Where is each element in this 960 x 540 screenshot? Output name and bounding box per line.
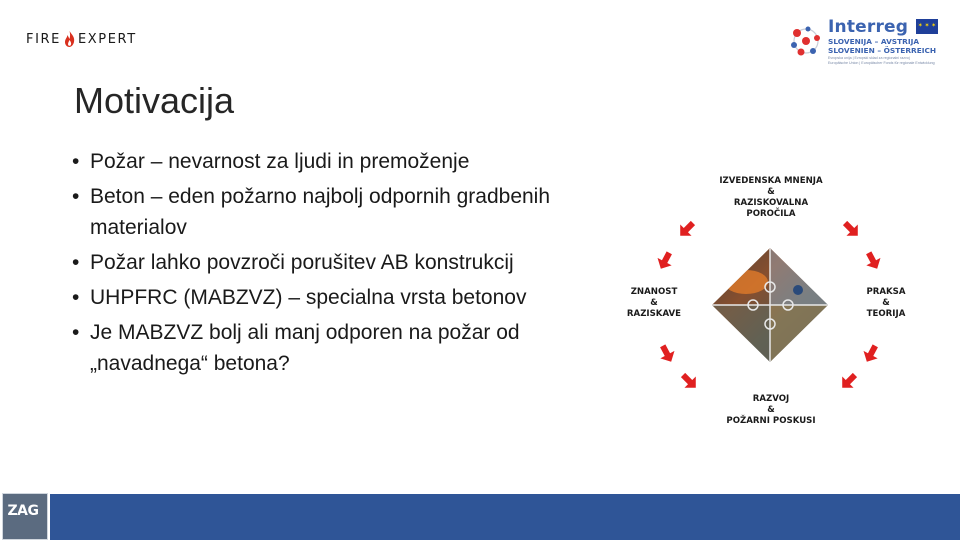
zag-logo-text: ZAG — [7, 503, 39, 519]
slide-title: Motivacija — [74, 80, 235, 121]
arrow-top-right-2-icon — [862, 249, 885, 272]
diagram-label-left: ZNANOST & RAZISKAVE — [626, 287, 682, 319]
interreg-fund-line-1: Evropska unija | Evropski sklad za regionalni razvoj — [828, 56, 910, 60]
bullet-item: • UHPFRC (MABZVZ) – specialna vrsta betonov — [72, 282, 572, 313]
bullet-list — [72, 146, 572, 383]
bullet-item: • Požar – nevarnost za ljudi in premoženje — [72, 146, 572, 177]
arrow-bottom-left-1-icon — [677, 369, 701, 393]
fire-expert-logo — [26, 31, 137, 47]
diagram-label-top: IZVEDENSKA MNENJA & RAZISKOVALNA POROČILA — [719, 176, 823, 219]
interreg-program-name — [828, 37, 936, 55]
interreg-logo — [786, 15, 938, 67]
interreg-line-1: SLOVENIJA – AVSTRIJA — [828, 37, 920, 46]
puzzle-photo-diamond — [708, 242, 838, 367]
interreg-line-2: SLOVENIEN – ÖSTERREICH — [828, 46, 937, 55]
arrow-top-left-2-icon — [675, 217, 699, 241]
bullet-item: • Je MABZVZ bolj ali manj odporen na požar od „navadnega“ betona? — [72, 317, 572, 379]
flame-icon — [64, 31, 75, 47]
interreg-fund-text — [828, 56, 935, 65]
arrow-top-left-1-icon — [654, 249, 677, 272]
bullet-item: • Požar lahko povzroči porušitev AB konstrukcij — [72, 247, 572, 278]
interreg-wordmark: Interreg — [828, 17, 909, 37]
arrow-bottom-left-2-icon — [656, 342, 679, 365]
diagram-label-bottom: RAZVOJ & POŽARNI POSKUSI — [726, 394, 816, 426]
arrow-bottom-right-2-icon — [837, 369, 861, 393]
logo-expert-text: EXPERT — [77, 31, 137, 47]
footer-bar — [50, 494, 960, 540]
interreg-fund-line-2: Europäische Union | Europäischer Fonds für regionale Entwicklung — [828, 60, 935, 65]
interreg-emblem-icon — [786, 21, 826, 61]
eu-flag-icon: ✶ ✶ ✶ — [916, 19, 938, 34]
bullet-item: • Beton – eden požarno najbolj odpornih gradbenih materialov — [72, 181, 572, 243]
arrow-top-right-1-icon — [839, 217, 863, 241]
cycle-diagram — [608, 162, 928, 442]
diagram-label-right: PRAKSA & TEORIJA — [866, 287, 906, 319]
zag-logo — [0, 490, 50, 540]
arrow-bottom-right-1-icon — [860, 342, 883, 365]
logo-fire-text: FIRE — [26, 31, 61, 47]
